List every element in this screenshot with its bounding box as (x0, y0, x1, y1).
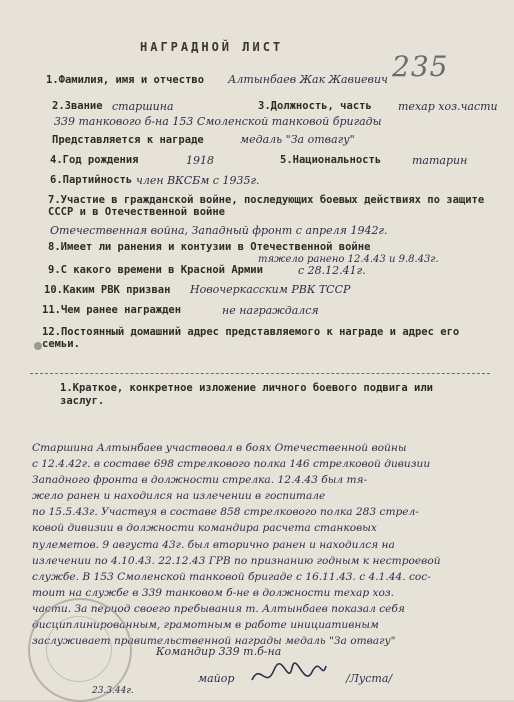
field-service-since-label: 9.С какого времени в Красной Армии (48, 264, 263, 276)
narrative-line: жело ранен и находился на излечении в госпитале (32, 490, 326, 503)
narrative-line: Старшина Алтынбаев участвовал в боях Отечественной войны (32, 442, 407, 454)
field-address-label: 12.Постоянный домашний адрес представляемого к награде и адрес его семьи. (42, 326, 460, 350)
document-title: НАГРАДНОЙ ЛИСТ (140, 40, 284, 54)
stamp-emblem (46, 616, 112, 682)
section-divider (30, 373, 490, 374)
field-nationality-label: 5.Национальность (280, 154, 382, 166)
signature-rank: майор (198, 672, 235, 685)
narrative-line: излечении по 4.10.43. 22.12.43 ГРВ по признанию годным к нестроевой (32, 554, 441, 567)
narrative-line: ковой дивизии в должности командира расчета станковых (32, 522, 377, 535)
field-nationality-value: татарин (412, 154, 468, 167)
field-unit-value: 339 танкового б-на 153 Смоленской танковой бригады (54, 115, 382, 128)
binding-hole (34, 342, 42, 350)
narrative-line: службе. В 153 Смоленской танковой бригаде с 16.11.43. с 4.1.44. сос- (32, 570, 431, 583)
field-birthyear-label: 4.Год рождения (50, 154, 139, 166)
field-party-label: 6.Партийность (50, 174, 133, 186)
narrative-line: дисциплинированным, грамотным в работе инициативным (32, 619, 379, 632)
field-service-since-value: с 28.12.41г. (298, 264, 366, 277)
signature-name: /Луста/ (346, 672, 393, 685)
field-wounds-value: тяжело ранено 12.4.43 и 9.8.43г. (258, 254, 439, 265)
field-wounds-label: 8.Имеет ли ранения и контузии в Отечественной войне (48, 241, 371, 253)
field-rank-label: 2.Звание (52, 100, 103, 112)
field-prior-awards-value: не награждался (222, 304, 319, 317)
field-birthyear-value: 1918 (186, 154, 214, 167)
narrative-line: заслуживает правительственной награды медаль "За отвагу" (32, 635, 396, 648)
archive-number: 235 (392, 50, 449, 83)
section-heading: 1.Краткое, конкретное изложение личного боевого подвига или заслуг. (60, 382, 433, 407)
field-rank-value: старшина (112, 100, 174, 113)
signature-commander-title: Командир 339 т.б-на (156, 645, 282, 658)
narrative-line: тоит на службе в 339 танковом б-не в должности техар хоз. (32, 586, 394, 599)
narrative-line: Западного фронта в должности стрелка. 12.4.43 был тя- (32, 474, 368, 487)
field-position-value: техар хоз.части (398, 100, 498, 113)
field-war-participation-value: Отечественная война, Западный фронт с апреля 1942г. (50, 224, 388, 237)
field-war-participation-label: 7.Участие в гражданской войне, последующих боевых действиях по защите СССР и в Отечественной войне (48, 194, 485, 218)
field-name-label: 1.Фамилия, имя и отчество (46, 74, 205, 86)
field-prior-awards-label: 11.Чем ранее награжден (42, 304, 182, 316)
nomination-value: медаль "За отвагу" (240, 133, 355, 146)
signature-scribble (248, 660, 330, 692)
narrative-line: с 12.4.42г. в составе 698 стрелкового полка 146 стрелковой дивизии (32, 458, 431, 471)
field-draft-office-value: Новочеркасским РВК ТССР (190, 283, 351, 296)
narrative-line: пулеметов. 9 августа 43г. был вторично ранен и находился на (32, 538, 395, 551)
stamp-date: 23.3.44г. (92, 686, 134, 696)
narrative-line: по 15.5.43г. Участвуя в составе 858 стрелкового полка 283 стрел- (32, 506, 419, 519)
field-party-value: член ВКСБм с 1935г. (136, 174, 260, 187)
narrative-line: части. За период своего пребывания т. Алтынбаев показал себя (32, 602, 405, 615)
field-draft-office-label: 10.Каким РВК призван (44, 284, 171, 296)
field-position-label: 3.Должность, часть (258, 100, 372, 112)
field-name-value: Алтынбаев Жак Жавиевич (228, 73, 388, 86)
nomination-label: Представляется к награде (52, 134, 204, 146)
